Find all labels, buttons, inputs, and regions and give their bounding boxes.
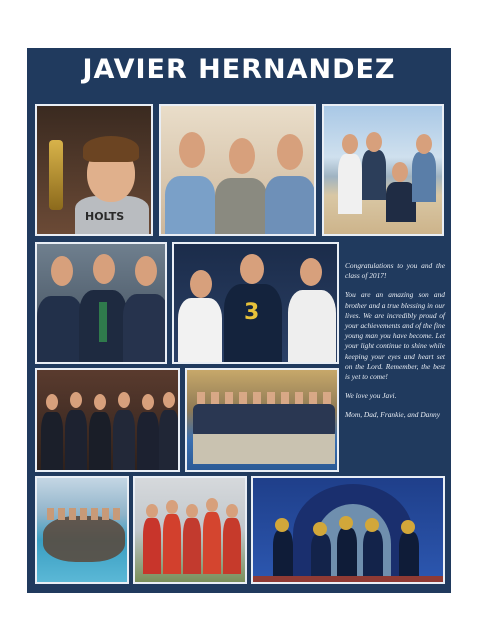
yearbook-ad-panel — [27, 48, 451, 593]
photo-three-in-suits — [35, 242, 167, 364]
photo-group-dinner — [35, 368, 180, 472]
page-title: JAVIER HERNANDEZ — [82, 54, 396, 85]
jersey-number: 3 — [244, 300, 260, 325]
photo-family-beach — [322, 104, 444, 236]
photo-three-young-men — [159, 104, 316, 236]
message-signature: Mom, Dad, Frankie, and Danny — [345, 410, 441, 420]
photo-team-formal — [185, 368, 339, 472]
message-body: You are an amazing son and brother and a true blessing in our lives. We are incredibly proud of your achievements and of the fine young man you have become. Let your light continue to shine while keeping your eyes and heart set on the Lord. Remember, the best is yet to come! — [345, 290, 445, 382]
message-love: We love you Javi. — [345, 391, 397, 401]
photo-child-trophy — [35, 104, 153, 236]
photo-football-player — [172, 242, 339, 364]
jersey-text: HOLTS — [85, 210, 125, 223]
photo-team-tunnel — [251, 476, 445, 584]
photo-kids-football — [133, 476, 247, 584]
message-block — [345, 261, 445, 430]
message-congrats: Congratulations to you and the class of 2017! — [345, 261, 445, 281]
photo-pool-group — [35, 476, 129, 584]
